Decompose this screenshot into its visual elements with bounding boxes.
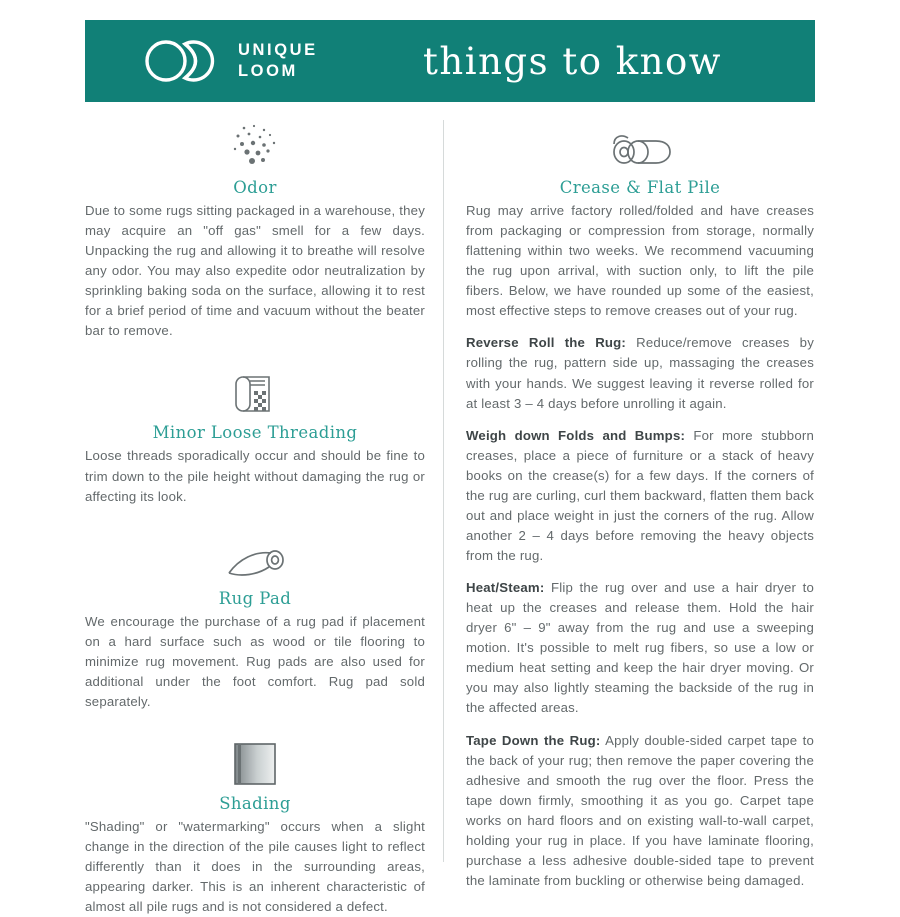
infinity-loop-logo-icon <box>140 34 228 88</box>
dots-odor-icon <box>220 122 290 174</box>
tip-reverse-roll <box>466 333 814 413</box>
page-title: things to know <box>423 39 722 83</box>
section-title-minor-loose-threading: Minor Loose Threading <box>152 423 358 443</box>
section-body-minor-loose-threading: Loose threads sporadically occur and should be fine to trim down to the pile height without damaging the rug or affecting its look. <box>85 448 425 504</box>
rolled-rug-threading-icon <box>224 371 286 419</box>
right-column <box>466 112 815 888</box>
section-body-odor: Due to some rugs sitting packaged in a warehouse, they may acquire an "off gas" smell for a few days. Unpacking the rug and allowing it to breathe will resolve any odor. You may also expedite odor neutralization by sprinkling baking soda on the surface, allowing it to rest for a brief period of time and vacuum without the beater bar to remove. <box>85 203 425 339</box>
tip-tape-down-text: Apply double-sided carpet tape to the back of your rug; then remove the paper covering the adhesive and smooth the rug over the floor. Press the tape down firmly, smoothing it as you go. Carpet tape works on hard floors and on existing wall-to-wall carpet, holding your rug in place. If you have laminate flooring, purchase a less adhesive double-sided tape to prevent the laminate from buckling or otherwise being damaged. <box>466 732 815 888</box>
crease-icon-row <box>466 112 814 174</box>
column-divider <box>443 120 444 862</box>
section-minor-loose-threading <box>85 357 425 506</box>
tip-tape-down <box>466 731 814 892</box>
section-rug-pad <box>85 523 425 712</box>
tip-tape-down-lead: Tape Down the Rug: <box>466 732 601 748</box>
content-area <box>85 112 815 915</box>
brand-logo <box>140 34 370 88</box>
tip-reverse-roll-lead: Reverse Roll the Rug: <box>466 335 627 351</box>
section-title-shading: Shading <box>219 793 291 813</box>
tip-heat-steam-lead: Heat/Steam: <box>466 580 545 596</box>
tip-reverse-roll-text: Reduce/remove creases by rolling the rug, pattern side up, massaging the creases with your hands. We suggest leaving it reverse rolled for at least 3 – 4 days before unrolling it again. <box>466 335 815 411</box>
rug-pad-icon-row <box>85 523 425 585</box>
brand-name-line2: LOOM <box>238 62 298 80</box>
rolled-carpet-icon <box>600 128 680 174</box>
left-column <box>85 112 425 915</box>
tip-weigh-down-text: For more stubborn creases, place a piece of furniture or a stack of heavy books on the crease(s) for a few days. If the corners of the rug are curling, curl them backward, flatten them back out and place weight in just the corners of the rug. Allow another 2 – 4 days before removing the heavy objects from the rug. <box>466 427 814 563</box>
tip-weigh-down <box>466 426 814 566</box>
rug-pad-roll-icon <box>219 541 291 585</box>
tip-heat-steam <box>466 578 814 718</box>
threading-icon-row <box>85 357 425 419</box>
section-body-rug-pad: We encourage the purchase of a rug pad if placement on a hard surface such as wood or tile flooring to minimize rug movement. Rug pads are also used for additional under the foot comfort. Rug pad sold separately. <box>85 613 425 709</box>
section-title-odor: Odor <box>233 178 277 197</box>
tip-weigh-down-lead: Weigh down Folds and Bumps: <box>466 427 686 443</box>
section-title-rug-pad: Rug Pad <box>218 588 292 608</box>
section-odor <box>85 112 425 341</box>
shading-gradient-rug-icon <box>224 738 286 790</box>
shading-icon-row <box>85 728 425 790</box>
tip-heat-steam-text: Flip the rug over and use a hair dryer to heat up the creases and release them. Hold the hair dryer 6" – 9" away from the rug and use a sweeping motion. It's possible to melt rug fibers, so use a low or medium heat setting and keep the hair dryer moving. Or you may also lightly steaming the backside of the rug in the affected areas. <box>466 580 814 716</box>
section-title-crease-flat-pile: Crease & Flat Pile <box>559 178 721 197</box>
section-shading <box>85 728 425 917</box>
section-body-shading: "Shading" or "watermarking" occurs when a slight change in the direction of the pile causes light to reflect differently than it does in the surrounding areas, appearing darker. This is an inherent characteristic of almost all pile rugs and is not considered a defect. <box>85 818 425 915</box>
crease-intro-text: Rug may arrive factory rolled/folded and have creases from packaging or compression from storage, normally flattening within two weeks. We recommend vacuuming the rug upon arrival, with suction only, to lift the pile fibers. Below, we have rounded up some of the easiest, most effective steps to remove creases out of your rug. <box>466 203 814 319</box>
header-banner <box>85 20 815 102</box>
odor-icon-row <box>85 112 425 174</box>
brand-name-line1: UNIQUE <box>238 41 318 60</box>
